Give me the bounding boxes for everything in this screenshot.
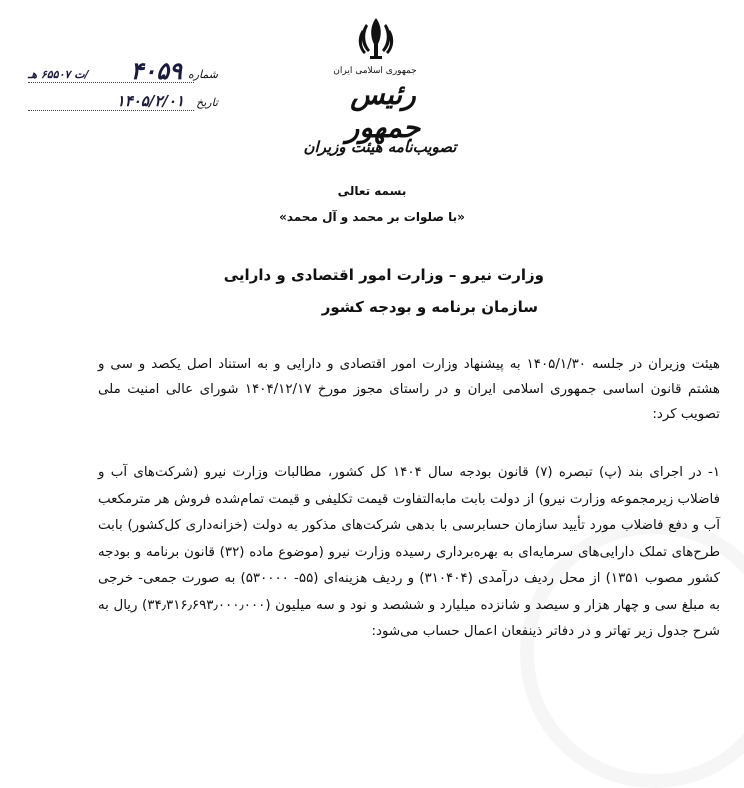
body-paragraph-1: هیئت وزیران در جلسه ۱۴۰۵/۱/۳۰ به پیشنهاد وزارت امور اقتصادی و دارایی و به استناد اصل یکصد و سی و هشتم قانون اساسی جمهوری اسلامی ایران و در راستای مجوز مورخ ۱۴۰۴/۱۲/۱۷ شورای عالی امنیت ملی تصویب کرد: <box>98 357 720 422</box>
date-dotted-line <box>28 110 194 111</box>
number-handwritten: ۴۰۵۹ <box>130 56 182 85</box>
date-row <box>28 90 218 118</box>
cabinet-title: تصویب‌نامه هیئت وزیران <box>303 138 457 156</box>
date-handwritten: ۱۴۰۵/۲/۰۱ <box>116 92 184 110</box>
number-printed: /ت ۶۵۵۰۷ هـ <box>28 68 89 81</box>
addressee-line-2: سازمان برنامه و بودجه کشور <box>321 298 538 316</box>
body-paragraph-2: ۱- در اجرای بند (پ) تبصره (۷) قانون بودجه سال ۱۴۰۴ کل کشور، مطالبات وزارت نیرو (شرکت‌های آب و فاضلاب زیرمجموعه وزارت نیرو) از دولت بابت مابه‌التفاوت قیمت تکلیفی و قیمت تمام‌شده فروش هر مترمکعب آب و دفع فاضلاب مورد تأیید سازمان حسابرسی با بدهی شرکت‌های مذکور به دولت (خزانه‌داری کل‌کشور) بابت طرح‌های تملک دارایی‌های سرمایه‌ای به بهره‌برداری رسیده وزارت نیرو (موضوع ماده (۳۲) قانون برنامه و بودجه کشور مصوب ۱۳۵۱) از محل ردیف درآمدی (۳۱۰۴۰۴) و ردیف هزینه‌ای (۵۵- ۵۳۰۰۰۰) به صورت جمعی- خرجی به مبلغ سی و چهار هزار و سیصد و شانزده میلیارد و ششصد و نود و سه میلیون (۳۴٫۳۱۶٫۶۹۳٫۰۰۰٫۰۰۰) ریال به شرح جدول زیر تهاتر و در دفاتر ذینفعان اعمال حساب می‌شود: <box>98 465 721 639</box>
number-label: شماره <box>187 68 218 81</box>
date-label: تاریخ <box>196 96 218 109</box>
number-row <box>28 56 218 90</box>
president-title: رئیس جمهور <box>345 78 421 144</box>
letter-meta <box>28 56 218 118</box>
iran-emblem-icon <box>356 16 396 62</box>
salawat: «با صلوات بر محمد و آل محمد» <box>279 210 465 224</box>
republic-title: جمهوری اسلامی ایران <box>333 66 417 76</box>
addressee-line-1: وزارت نیرو – وزارت امور اقتصادی و دارایی <box>223 266 544 284</box>
basmala: بسمه تعالی <box>337 184 407 198</box>
